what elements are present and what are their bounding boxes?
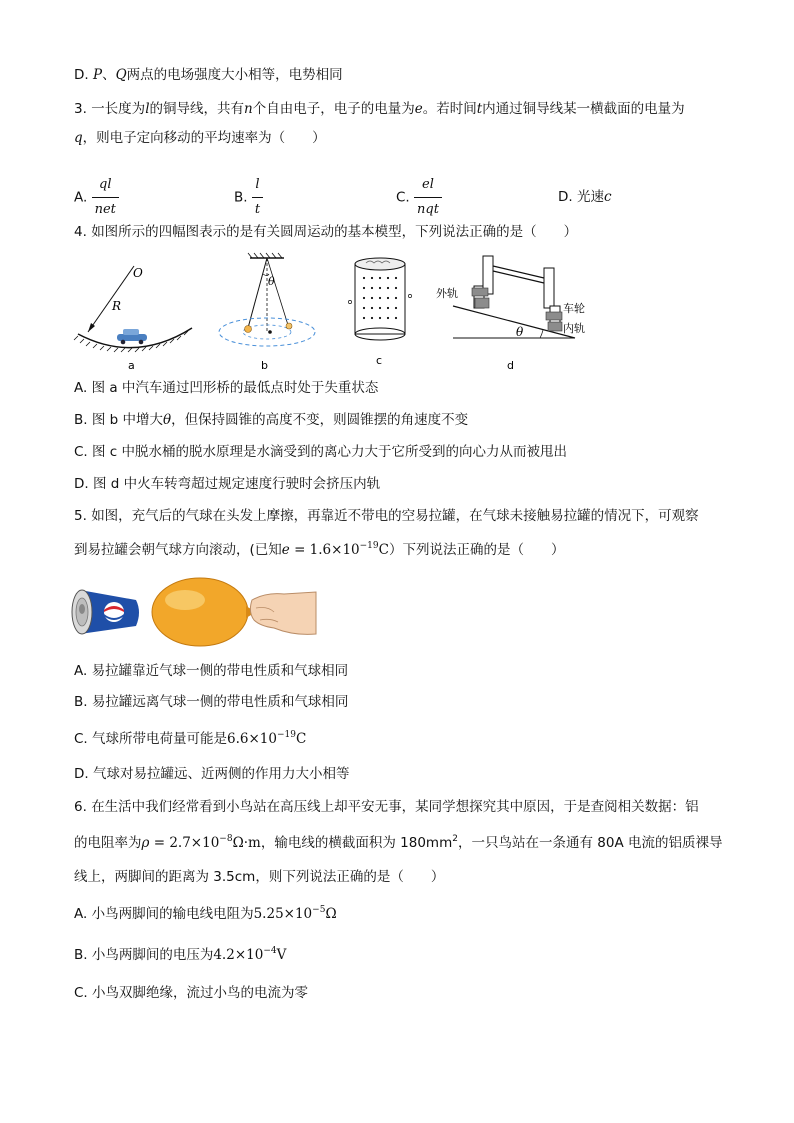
- q6-option-a[interactable]: A. 小鸟两脚间的输电线电阻为$5.25\times 10^{-5}\Omega$: [74, 905, 337, 922]
- fraction: $\frac{l}{t}$: [252, 175, 263, 220]
- q4-stem: 4. 如图所示的四幅图表示的是有关圆周运动的基本模型，下列说法正确的是（ ）: [74, 224, 578, 240]
- q4-option-c[interactable]: C. 图 c 中脱水桶的脱水原理是水滴受到的离心力大于它所受到的向心力从而被甩出: [74, 444, 568, 460]
- q6-option-c[interactable]: C. 小鸟双脚绝缘，流过小鸟的电流为零: [74, 985, 309, 1001]
- q4-option-a[interactable]: A. 图 a 中汽车通过凹形桥的最低点时处于失重状态: [74, 380, 379, 396]
- caption-c: c: [376, 354, 383, 367]
- figure-c-dryer-drum: [348, 258, 411, 367]
- label-theta: θ: [516, 325, 524, 339]
- q6-stem-line3: 线上，两脚间的距离为 3.5cm，则下列说法正确的是（ ）: [74, 869, 445, 885]
- q3-option-a[interactable]: A. $\frac{ql}{\text{net}}$: [74, 175, 119, 220]
- q5-option-c[interactable]: C. 气球所带电荷量可能是$6.6\times 10^{-19}C$: [74, 730, 307, 747]
- label-theta: θ: [268, 275, 275, 288]
- label-outer-rail: 外轨: [436, 287, 458, 300]
- q5-figure: [70, 576, 320, 648]
- hand-icon: [250, 592, 316, 634]
- q6-stem-line2: 的电阻率为$\rho = 2.7\times 10^{-8}\Omega\cdot m$，输电线的横截面积为 $180mm^2$，一只鸟站在一条通有 80A 电流的铝质裸导: [74, 834, 723, 851]
- soda-can-icon: [72, 590, 139, 634]
- fraction: $\frac{ql}{\text{net}}$: [92, 175, 119, 220]
- q6-stem-line1: 6. 在生活中我们经常看到小鸟站在高压线上却平安无事，某同学想探究其中原因，于是查阅相关数据：铝: [74, 799, 699, 815]
- q5-option-b[interactable]: B. 易拉罐远离气球一侧的带电性质和气球相同: [74, 694, 349, 710]
- fraction: $\frac{el}{\text{nqt}}$: [414, 175, 442, 220]
- balloon-icon: [152, 578, 256, 646]
- q4-option-b[interactable]: B. 图 b 中增大θ，但保持圆锥的高度不变，则圆锥摆的角速度不变: [74, 412, 469, 428]
- label-wheel: 车轮: [563, 302, 585, 315]
- q2-option-d[interactable]: D. P、Q两点的电场强度大小相等，电势相同: [74, 67, 343, 83]
- figure-b-conical-pendulum: [219, 253, 315, 372]
- caption-d: d: [507, 359, 514, 372]
- q6-option-b[interactable]: B. 小鸟两脚间的电压为$4.2\times 10^{-4}V$: [74, 946, 287, 963]
- caption-b: b: [261, 359, 268, 372]
- figure-a-bridge: [74, 266, 192, 372]
- q3-option-d[interactable]: D. 光速c: [558, 189, 612, 205]
- q5-stem-line1: 5. 如图，充气后的气球在头发上摩擦，再靠近不带电的空易拉罐，在气球未接触易拉罐的情况下，可观察: [74, 508, 699, 524]
- q5-option-a[interactable]: A. 易拉罐靠近气球一侧的带电性质和气球相同: [74, 663, 349, 679]
- q3-stem-line1: 3. 一长度为l的铜导线，共有n个自由电子，电子的电量为e。若时间t内通过铜导线某一横截面的电量为: [74, 101, 685, 117]
- q3-stem-line2: q，则电子定向移动的平均速率为（ ）: [74, 130, 326, 146]
- caption-a: a: [128, 359, 135, 372]
- q3-option-b[interactable]: B. $\frac{l}{t}$: [234, 175, 263, 220]
- label-R: R: [112, 299, 122, 313]
- figure-d-train-curve: [436, 256, 585, 372]
- car-icon: [117, 329, 147, 344]
- label-O: O: [133, 266, 143, 280]
- q3-options: [74, 165, 734, 217]
- q4-figure: [70, 252, 590, 372]
- q4-option-d[interactable]: D. 图 d 中火车转弯超过规定速度行驶时会挤压内轨: [74, 476, 381, 492]
- q3-option-c[interactable]: C. $\frac{el}{\text{nqt}}$: [396, 175, 442, 220]
- q5-option-d[interactable]: D. 气球对易拉罐远、近两侧的作用力大小相等: [74, 766, 350, 782]
- q5-stem-line2: 到易拉罐会朝气球方向滚动，(已知$e = 1.6\times 10^{-19}C$）下列说法正确的是（ ）: [74, 541, 565, 558]
- label-inner-rail: 内轨: [563, 322, 585, 335]
